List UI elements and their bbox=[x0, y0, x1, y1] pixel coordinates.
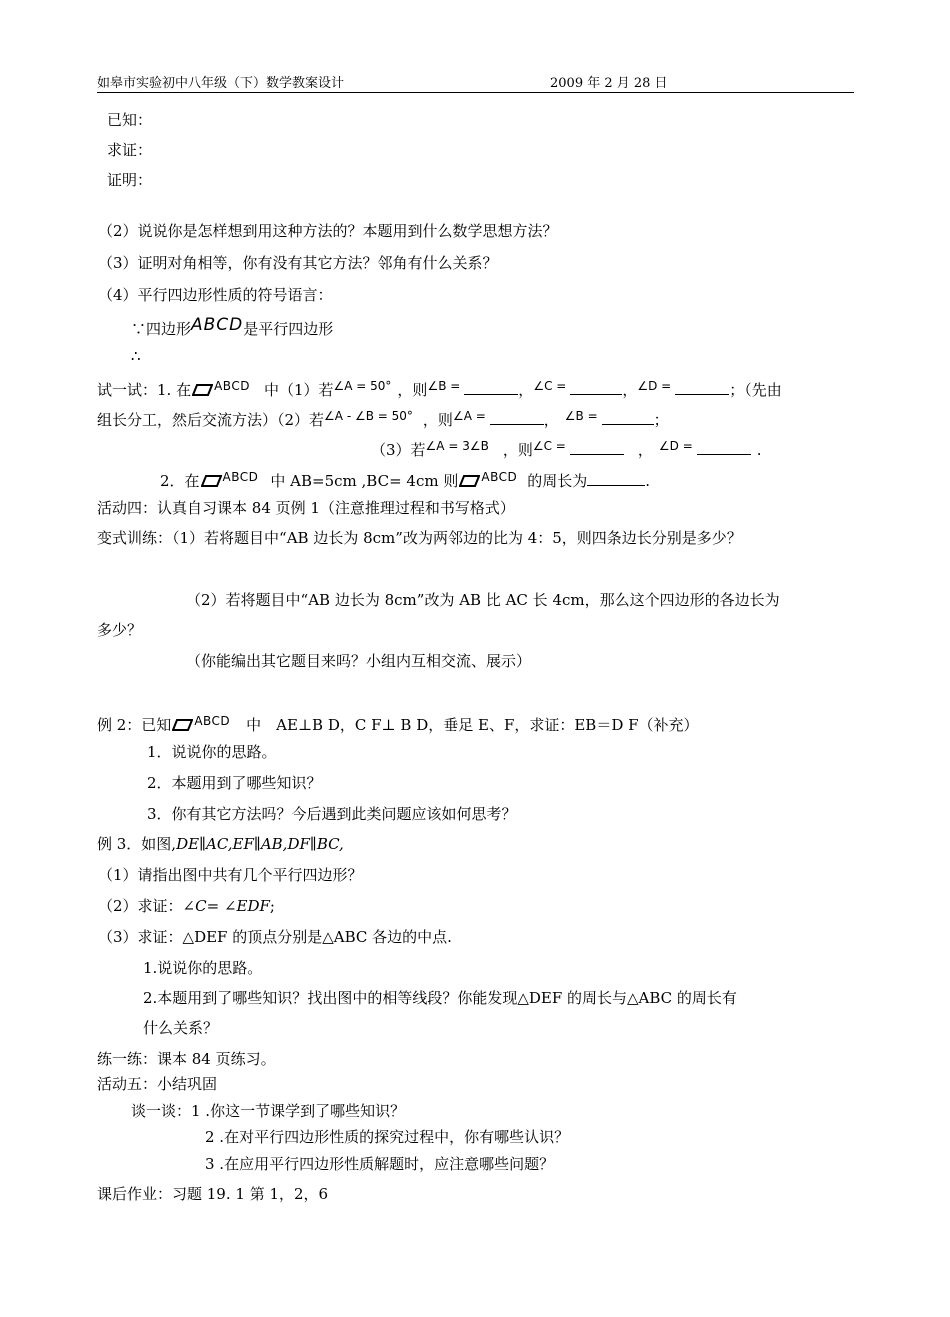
abcd-label: ABCD bbox=[222, 470, 259, 484]
example-2-q1: 1．说说你的思路。 bbox=[147, 743, 277, 761]
try-text: 试一试：1. 在 bbox=[97, 381, 192, 399]
condition-text: ∠A = 50° bbox=[333, 379, 392, 393]
parallelogram-icon bbox=[459, 475, 480, 487]
condition-text: ∠A - ∠B = 50° bbox=[324, 409, 413, 423]
variant-note: （你能编出其它题目来吗？小组内互相交流、展示） bbox=[186, 652, 532, 670]
because-text: ∵四边形 bbox=[131, 320, 192, 338]
talk-2: 2 .在对平行四边形性质的探究过程中，你有哪些认识？ bbox=[205, 1128, 570, 1146]
try-text: 的周长为 bbox=[527, 472, 588, 490]
try-it-line-1: 试一试：1. 在 $^{ABCD}$ 中（1）若$^{\angle A = 50^\circ}$ ，则$^{\angle B =}$ ，$^{\angle C =}$ ，$^{\angle D =}$ ；（先由 bbox=[97, 379, 782, 399]
question-c: ∠C = bbox=[533, 379, 567, 393]
example-text: ; bbox=[269, 897, 275, 915]
question-3: （3）证明对角相等，你有没有其它方法？邻角有什么关系？ bbox=[98, 254, 498, 272]
parallelogram-text: 是平行四边形 bbox=[243, 320, 334, 338]
try-text: 中 AB=5cm ,BC= 4cm 则 bbox=[270, 472, 459, 490]
activity-4: 活动四：认真自习课本 84 页例 1（注意推理过程和书写格式） bbox=[97, 499, 515, 517]
example-2-q2: 2．本题用到了哪些知识？ bbox=[147, 774, 322, 792]
try-it-line-2: 组长分工，然后交流方法）（2）若$^{\angle A - \angle B = 50^\circ}$ ，则$^{\angle A =}$ ， $^{\angle B =}$ ； bbox=[97, 409, 669, 429]
question-2: （2）说说你是怎样想到用这种方法的？本题用到什么数学思想方法？ bbox=[98, 222, 558, 240]
example-text: 例 3．如图, bbox=[97, 835, 177, 853]
try-text: 组长分工，然后交流方法）（2）若 bbox=[97, 411, 325, 429]
example-3-q3: （3）求证：△DEF 的顶点分别是△ABC 各边的中点. bbox=[98, 928, 452, 946]
answer-blank[interactable] bbox=[570, 380, 622, 395]
abcd-label: ABCD bbox=[214, 379, 250, 393]
talk-1: 谈一谈：1 .你这一节课学到了哪些知识？ bbox=[131, 1102, 406, 1120]
header-title: 如皋市实验初中八年级（下）数学教案设计 bbox=[97, 76, 345, 91]
example-text: 中 AE⊥B D，C F⊥ B D，垂足 E、F，求证：EB＝D F（补充） bbox=[246, 716, 699, 734]
example-3-s3: 什么关系？ bbox=[143, 1019, 219, 1037]
angle-name: EDF bbox=[236, 897, 270, 915]
example-3-q1: （1）请指出图中共有几个平行四边形？ bbox=[98, 866, 363, 884]
question-4: （4）平行四边形性质的符号语言： bbox=[98, 286, 333, 304]
abcd-label: ABCD bbox=[191, 315, 244, 335]
question-b: ∠B = bbox=[427, 379, 461, 393]
try-it-2 bbox=[160, 467, 650, 491]
example-2 bbox=[97, 711, 699, 735]
abcd-label: ABCD bbox=[481, 470, 518, 484]
homework: 课后作业：习题 19. 1 第 1，2，6 bbox=[97, 1185, 329, 1203]
prove-label: 求证： bbox=[107, 141, 153, 159]
example-3 bbox=[97, 834, 344, 854]
talk-3: 3 .在应用平行四边形性质解题时，应注意哪些问题？ bbox=[205, 1155, 555, 1173]
example-3-q2 bbox=[98, 896, 275, 916]
symbol-because-line bbox=[131, 315, 333, 339]
example-text: （2）求证：∠ bbox=[98, 897, 196, 915]
example-text: 例 2：已知 bbox=[97, 716, 172, 734]
parallelogram-icon bbox=[192, 384, 213, 396]
try-text: ，则 bbox=[502, 441, 533, 459]
answer-blank[interactable] bbox=[570, 440, 624, 455]
practice: 练一练：课本 84 页练习。 bbox=[97, 1050, 276, 1068]
try-text: ，则 bbox=[397, 381, 428, 399]
answer-blank[interactable] bbox=[587, 471, 645, 486]
answer-blank[interactable] bbox=[490, 410, 544, 425]
try-text: ；（先由 bbox=[729, 381, 782, 399]
question-a: ∠A = bbox=[452, 409, 486, 423]
example-text: = ∠ bbox=[206, 897, 237, 915]
variant-1: 变式训练：（1）若将题目中“AB 边长为 8cm”改为两邻边的比为 4：5，则四条边长分别是多少？ bbox=[97, 529, 742, 547]
parallelogram-icon bbox=[172, 719, 193, 731]
proof-label: 证明： bbox=[107, 171, 153, 189]
activity-5: 活动五：小结巩固 bbox=[97, 1075, 218, 1093]
parallelogram-icon bbox=[201, 475, 222, 487]
try-text: 中（1）若 bbox=[263, 381, 334, 399]
condition-text: ∠A = 3∠B bbox=[425, 439, 489, 453]
variant-2: （2）若将题目中“AB 边长为 8cm”改为 AB 比 AC 长 4cm，那么这个四边形的各边长为 bbox=[186, 591, 780, 609]
example-3-s2: 2.本题用到了哪些知识？找出图中的相等线段？你能发现△DEF 的周长与△ABC 的周长有 bbox=[143, 989, 737, 1007]
example-2-q3: 3．你有其它方法吗？今后遇到此类问题应该如何思考？ bbox=[147, 805, 517, 823]
try-text: （3）若 bbox=[371, 441, 426, 459]
try-text: ，则 bbox=[422, 411, 453, 429]
given-label: 已知： bbox=[107, 111, 153, 129]
question-d: ∠D = bbox=[658, 439, 693, 453]
answer-blank[interactable] bbox=[697, 440, 751, 455]
try-it-line-3: （3）若$^{\angle A = 3\angle B}$ ，则$^{\angle C =}$ ， $^{\angle D =}$ . bbox=[371, 439, 762, 459]
answer-blank[interactable] bbox=[464, 380, 518, 395]
answer-blank[interactable] bbox=[675, 380, 729, 395]
question-b: ∠B = bbox=[564, 409, 598, 423]
try-text: 2．在 bbox=[160, 472, 200, 490]
header-date: 2009 年 2 月 28 日 bbox=[550, 76, 668, 91]
question-d: ∠D = bbox=[637, 379, 672, 393]
page-header bbox=[97, 72, 854, 93]
angle-name: C bbox=[195, 897, 207, 915]
example-condition: DE∥AC,EF∥AB,DF∥BC, bbox=[176, 835, 344, 853]
therefore-symbol: ∴ bbox=[131, 347, 141, 365]
try-text: . bbox=[645, 472, 651, 490]
variant-2-cont: 多少？ bbox=[97, 621, 143, 639]
abcd-label: ABCD bbox=[194, 714, 231, 728]
example-3-s1: 1.说说你的思路。 bbox=[143, 959, 263, 977]
answer-blank[interactable] bbox=[602, 410, 654, 425]
question-c: ∠C = bbox=[532, 439, 566, 453]
